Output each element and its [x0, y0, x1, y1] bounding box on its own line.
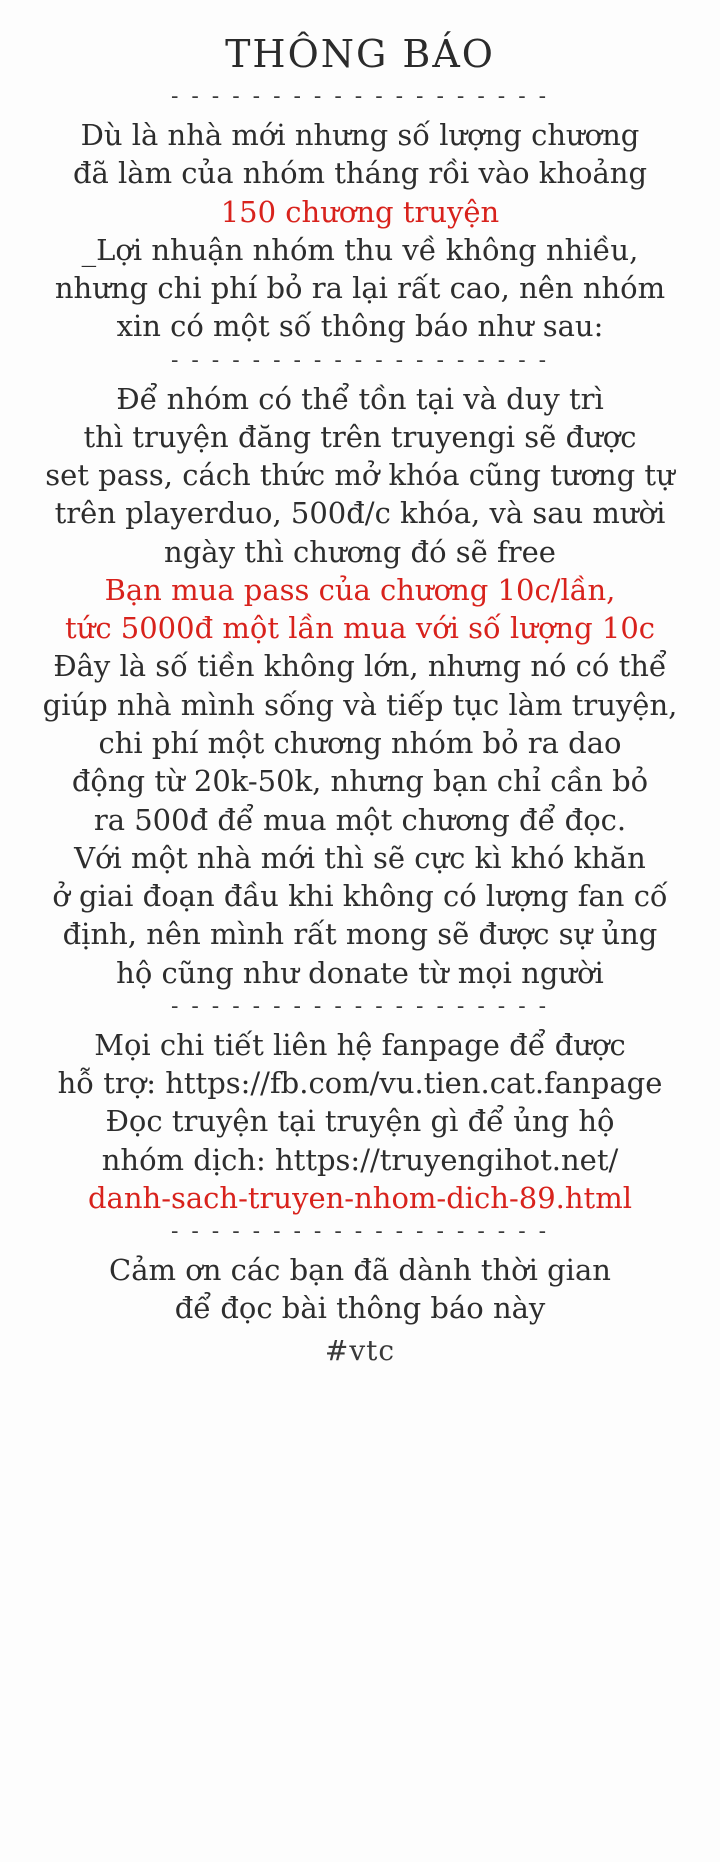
divider-3: - - - - - - - - - - - - - - - - - - - — [170, 993, 550, 1019]
text-line: ở giai đoạn đầu khi không có lượng fan cố — [52, 879, 668, 914]
text-line: Để nhóm có thể tồn tại và duy trì — [116, 381, 604, 416]
site-link-path[interactable]: danh-sach-truyen-nhom-dich-89.html — [87, 1180, 632, 1215]
text-line: thì truyện đăng trên truyengi sẽ được — [83, 419, 637, 454]
text-line: Với một nhà mới thì sẽ cực kì khó khăn — [74, 840, 646, 875]
text-line: Đây là số tiền không lớn, nhưng nó có thể — [53, 649, 667, 684]
text-line-highlight: Bạn mua pass của chương 10c/lần, — [104, 572, 616, 607]
section-thanks — [30, 1251, 690, 1328]
fanpage-link[interactable]: https://fb.com/vu.tien.cat.fanpage — [165, 1066, 663, 1101]
text-line: để đọc bài thông báo này — [174, 1291, 546, 1326]
support-label: hỗ trợ: — [57, 1066, 166, 1101]
divider-1: - - - - - - - - - - - - - - - - - - - — [170, 84, 550, 109]
divider-4: - - - - - - - - - - - - - - - - - - - — [170, 1219, 550, 1245]
text-line: Cảm ơn các bạn đã dành thời gian — [109, 1253, 611, 1288]
text-line-highlight: 150 chương truyện — [220, 194, 500, 229]
group-label: nhóm dịch: — [101, 1142, 275, 1177]
section-pass-policy — [30, 380, 690, 992]
text-line: _Lợi nhuận nhóm thu về không nhiều, — [81, 232, 639, 267]
text-line: giúp nhà mình sống và tiếp tục làm truyện, — [42, 687, 678, 722]
text-line: Đọc truyện tại truyện gì để ủng hộ — [105, 1104, 615, 1139]
signature: #vtc — [324, 1333, 396, 1367]
section-intro — [30, 116, 690, 346]
text-line: đã làm của nhóm tháng rồi vào khoảng — [72, 156, 648, 191]
group-line — [30, 1141, 690, 1179]
section-contact — [30, 1026, 690, 1217]
support-line — [30, 1064, 690, 1102]
text-line: chi phí một chương nhóm bỏ ra dao — [98, 725, 622, 760]
text-line: set pass, cách thức mở khóa cũng tương tự — [45, 458, 675, 493]
text-line-highlight: tức 5000đ một lần mua với số lượng 10c — [64, 611, 656, 646]
text-line: ra 500đ để mua một chương để đọc. — [93, 802, 627, 837]
divider-2: - - - - - - - - - - - - - - - - - - - — [170, 347, 550, 373]
text-line: trên playerduo, 500đ/c khóa, và sau mười — [54, 496, 666, 531]
site-link[interactable]: https://truyengihot.net/ — [275, 1142, 619, 1177]
text-line: nhưng chi phí bỏ ra lại rất cao, nên nhóm — [54, 271, 666, 306]
text-line: hộ cũng như donate từ mọi người — [116, 955, 604, 990]
text-line: xin có một số thông báo như sau: — [116, 309, 604, 344]
page-title: THÔNG BÁO — [225, 32, 495, 76]
text-line: Mọi chi tiết liên hệ fanpage để được — [94, 1027, 626, 1062]
text-line: định, nên mình rất mong sẽ được sự ủng — [62, 917, 658, 952]
text-line: động từ 20k-50k, nhưng bạn chỉ cần bỏ — [71, 764, 649, 799]
text-line: ngày thì chương đó sẽ free — [164, 534, 556, 569]
text-line: Dù là nhà mới nhưng số lượng chương — [80, 118, 640, 152]
